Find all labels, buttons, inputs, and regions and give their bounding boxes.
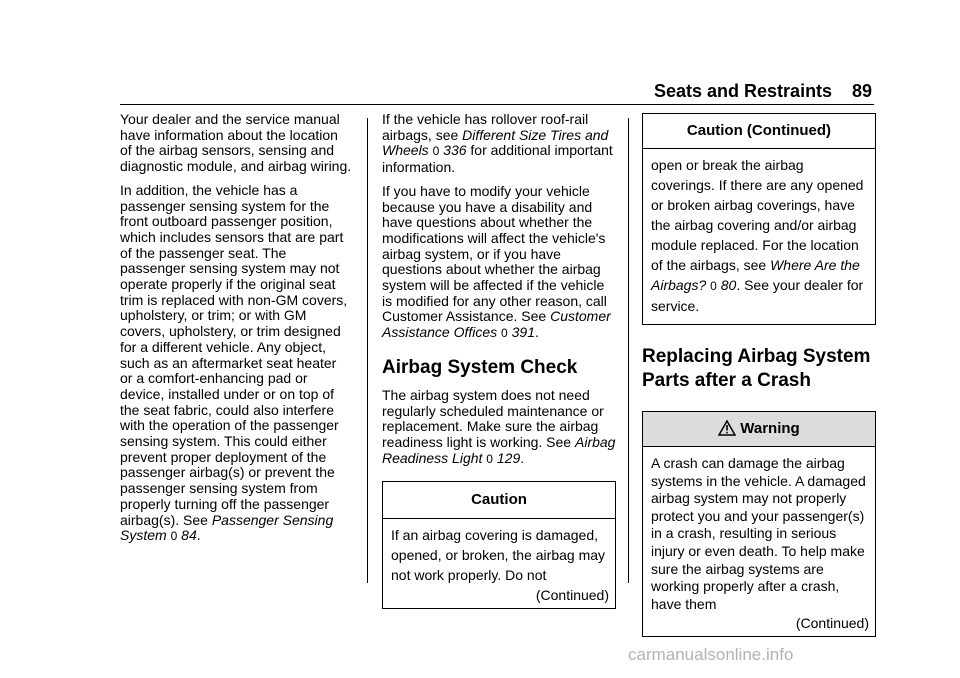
section-heading: Replacing Airbag System Parts after a Crash bbox=[642, 346, 871, 391]
page-reference[interactable]: 84 bbox=[181, 527, 197, 544]
punctuation: . bbox=[534, 324, 539, 341]
punctuation: . bbox=[196, 527, 201, 544]
warning-body: A crash can damage the airbag systems in the vehicle. A damaged airbag system may not properly protect you and your passenger(s) in a crash, resulting in serious injury or even death. To help make sure the airbag systems are working properly after a crash, have them bbox=[651, 455, 866, 612]
cross-reference-link[interactable]: Airbag Readiness Light bbox=[382, 433, 616, 466]
paragraph-text: . See your dealer for service. bbox=[651, 277, 864, 314]
column-divider-2 bbox=[628, 118, 629, 583]
column-2 bbox=[382, 112, 616, 609]
punctuation: . bbox=[520, 449, 525, 466]
page-reference[interactable]: 129 bbox=[496, 449, 521, 466]
caution-title: Caution bbox=[383, 482, 615, 519]
caution-continued-box bbox=[642, 113, 876, 325]
paragraph-text: The airbag system does not need regularly scheduled maintenance or replacement. Make sure the airbag readiness light is working. See bbox=[382, 386, 604, 450]
cross-reference-link[interactable]: Where Are the Airbags? bbox=[651, 257, 860, 293]
continued-label: (Continued) bbox=[795, 615, 869, 632]
paragraph bbox=[120, 183, 352, 545]
paragraph-text: If the vehicle has rollover roof-rail airbags, see bbox=[382, 111, 589, 143]
paragraph-text: Your dealer and the service manual have information about the location of the airbag sensors, sensing and diagnostic module, and airbag wiring. bbox=[120, 111, 352, 175]
warning-box bbox=[642, 411, 876, 637]
page-number: 89 bbox=[852, 81, 873, 101]
column-3 bbox=[642, 113, 876, 637]
cross-reference-link[interactable]: Customer Assistance Offices bbox=[382, 308, 611, 341]
paragraph bbox=[120, 112, 352, 175]
cross-reference-link[interactable]: Different Size Tires and Wheels bbox=[382, 126, 609, 159]
page-ref-arrow-icon: 0 bbox=[486, 451, 493, 466]
caution-continued-title: Caution (Continued) bbox=[643, 114, 875, 149]
page-ref-arrow-icon: 0 bbox=[432, 144, 440, 159]
header-rule bbox=[120, 104, 874, 105]
page-reference[interactable]: 80 bbox=[720, 277, 737, 293]
caution-box bbox=[382, 481, 616, 609]
column-divider-1 bbox=[367, 118, 368, 583]
caution-continued-body bbox=[643, 149, 875, 324]
column-1 bbox=[120, 112, 352, 553]
page-ref-arrow-icon: 0 bbox=[501, 326, 508, 341]
section-heading: Airbag System Check bbox=[382, 356, 578, 378]
section-title: Seats and Restraints bbox=[654, 81, 833, 101]
cross-reference-link[interactable]: Passenger Sensing System bbox=[120, 511, 334, 544]
continued-label: (Continued) bbox=[535, 587, 609, 604]
paragraph bbox=[382, 112, 616, 176]
warning-title: Warning bbox=[740, 420, 800, 437]
page-reference[interactable]: 336 bbox=[443, 142, 467, 159]
page-reference[interactable]: 391 bbox=[511, 324, 535, 341]
paragraph-text: for additional important information. bbox=[382, 142, 613, 176]
warning-header bbox=[643, 412, 875, 447]
warning-triangle-icon bbox=[718, 415, 736, 449]
page-header bbox=[0, 0, 960, 110]
paragraph-text: If you have to modify your vehicle because you have a disability and have questions about whether the modifications will affect the vehicle's airbag system, or if you have questions about whether the airbag system will be affected if the vehicle is modified for any other reason, call Customer Assistance. See bbox=[382, 182, 607, 325]
paragraph bbox=[382, 388, 616, 468]
caution-body: If an airbag covering is damaged, opened, or broken, the airbag may not work properly. Do not bbox=[391, 527, 606, 584]
page-ref-arrow-icon: 0 bbox=[170, 529, 178, 544]
paragraph bbox=[382, 184, 616, 342]
paragraph-text: open or break the airbag coverings. If there are any opened or broken airbag coverings, have the airbag covering and/or airbag module replaced. For the location of the airbags, see bbox=[651, 157, 864, 273]
paragraph-text: In addition, the vehicle has a passenger sensing system for the front outboard passenger position, which includes sensors that are part of the passenger seat. The passenger sensing system may not operate properly if the original seat trim is replaced with non-GM covers, upholstery, or trim; or with GM covers, upholstery, or trim designed for a different vehicle. Any object, such as an aftermarket seat heater or a comfort-enhancing pad or device, installed under or on top of the seat fabric, could also interfere with the operation of the passenger sensing system. This could either prevent proper deployment of the passenger airbag(s) or prevent the passenger sensing system from properly turning off the passenger airbag(s). See bbox=[120, 181, 348, 528]
page-ref-arrow-icon: 0 bbox=[710, 279, 717, 293]
watermark: carmanualsonline.info bbox=[628, 645, 794, 664]
